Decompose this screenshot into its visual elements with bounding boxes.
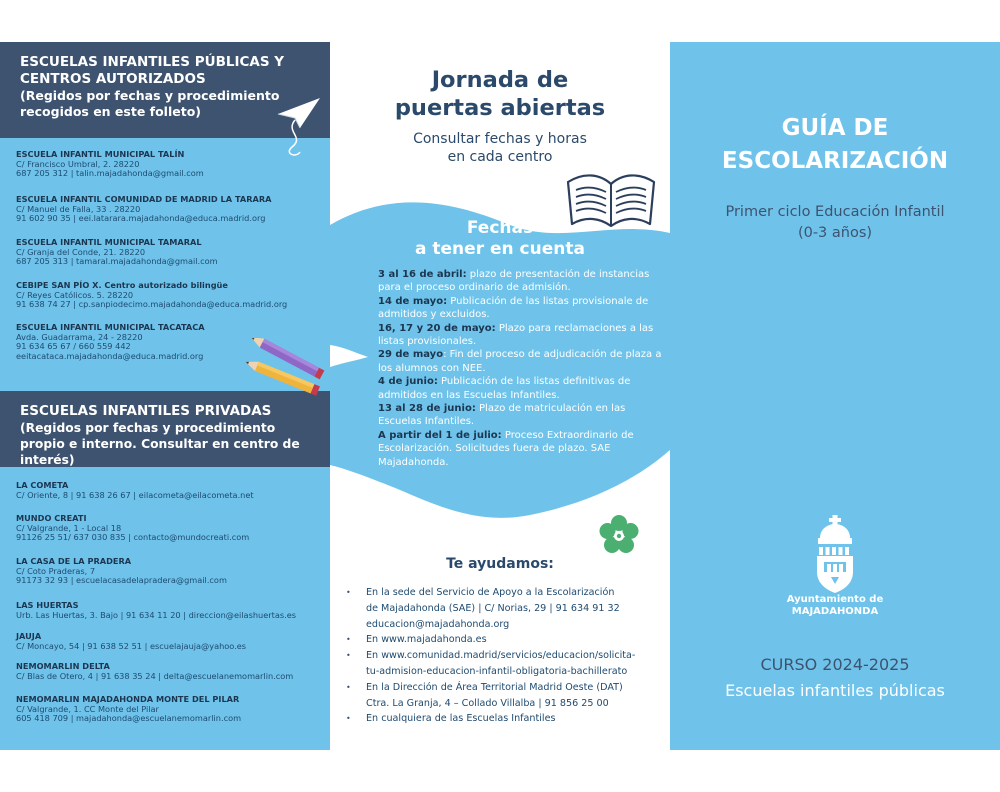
municipality-name [670,594,1000,618]
school-name: NEMOMARLIN MAJADAHONDA MONTE DEL PILAR [16,694,240,704]
school-name: CEBIPE SAN PÍO X. Centro autorizado bilingüe [16,280,228,290]
school-name: ESCUELA INFANTIL MUNICIPAL TALÍN [16,149,185,159]
key-date-item [378,402,662,429]
school-detail: C/ Granja del Conde, 21. 28220 [16,246,146,257]
key-date-text: plazo de presentación de instancias para el proceso ordinario de admisión. [378,269,650,294]
key-date-label: 16, 17 y 20 de mayo: [378,322,496,334]
key-date-label: 4 de junio: [378,376,438,388]
help-item [346,585,666,632]
guide-title [670,112,1000,178]
paper-plane-icon [270,92,330,162]
private-schools-title: ESCUELAS INFANTILES PRIVADAS [20,403,272,419]
open-day-subtitle-line1: Consultar fechas y horas [413,131,587,147]
school-detail: C/ Blas de Otero, 4 | 91 638 35 24 | delta@escuelanemomarlin.com [16,670,294,681]
school-detail: C/ Manuel de Falla, 33 . 28220 [16,203,141,214]
help-item-line: • En www.comunidad.madrid/servicios/educacion/solicita- [366,650,636,662]
school-year: CURSO 2024-2025 [760,655,910,674]
open-day-title [330,66,670,122]
school-detail: C/ Valgrande, 1. CC Monte del Pilar [16,703,159,714]
school-detail: C/ Francisco Umbral, 2. 28220 [16,158,140,169]
school-detail: C/ Coto Praderas, 7 [16,565,96,576]
key-date-item [378,268,662,295]
key-date-text: Publicación de las listas provisionale de admitidos y excluidos. [378,295,649,321]
pencils-icon [240,338,335,400]
guide-subtitle-line1: Primer ciclo Educación Infantil [725,204,945,220]
school-detail: C/ Valgrande, 1 - Local 18 [16,522,122,533]
school-year-subtitle: Escuelas infantiles públicas [725,681,945,700]
school-name: ESCUELA INFANTIL MUNICIPAL TACATACA [16,322,205,332]
key-date-label: 29 de mayo [378,349,444,361]
open-day-title-line2: puertas abiertas [394,95,606,121]
school-name: LAS HUERTAS [16,600,79,610]
school-name: JAUJA [16,631,42,641]
school-detail: C/ Oriente, 8 | 91 638 26 67 | eilacometa@eilacometa.net [16,489,254,500]
key-date-text: Proceso Extraordinario de Escolarización. Solicitudes fuera de plazo. SAE Majadahonda. [378,429,634,468]
school-detail: 91 638 74 27 | cp.sanpiodecimo.majadahonda@educa.madrid.org [16,299,288,310]
open-day-subtitle-line2: en cada centro [447,149,553,165]
key-date-item [378,322,662,349]
public-schools-subtitle: (Regidos por fechas y procedimiento recogidos en este folleto) [20,88,280,119]
help-list [346,585,666,727]
key-date-text: Publicación de las listas definitivas de admitidos en las Escuelas Infantiles. [378,376,631,401]
school-detail: 91 634 65 67 / 660 559 442 [16,341,131,352]
school-detail: 91126 25 51/ 637 030 835 | contacto@mundocreati.com [16,532,250,543]
flower-icon [596,512,642,558]
school-name: NEMOMARLIN DELTA [16,661,110,671]
key-date-label: A partir del 1 de julio: [378,429,502,441]
school-entry [16,662,321,681]
school-name: MUNDO CREATI [16,513,87,523]
school-detail: 605 418 709 | majadahonda@escuelanemomarlin.com [16,713,242,724]
municipality-line2: MAJADAHONDA [791,606,879,617]
help-item [346,680,666,712]
school-detail: C/ Reyes Católicos. 5. 28220 [16,289,134,300]
key-date-label: 14 de mayo: [378,295,448,307]
school-name: ESCUELA INFANTIL COMUNIDAD DE MADRID LA TARARA [16,194,272,204]
school-entry [16,514,321,543]
guide-subtitle [670,202,1000,244]
school-detail: Urb. Las Huertas, 3. Bajo | 91 634 11 20 | direccion@eilashuertas.es [16,609,297,620]
private-schools-header [0,391,330,467]
help-item-line: Ctra. La Granja, 4 – Collado Villalba | 91 856 25 00 [366,697,609,709]
key-dates-list [378,268,662,469]
school-entry [16,601,321,620]
school-entry [16,632,321,651]
key-date-text: Plazo de matriculación en las Escuelas Infantiles. [378,403,626,428]
school-name: ESCUELA INFANTIL MUNICIPAL TAMARAL [16,237,202,247]
help-item-line: educacion@majadahonda.org [366,618,510,630]
right-panel [670,42,1000,750]
help-item-line: • En www.majadahonda.es [366,634,487,646]
key-dates-title-line2: a tener en cuenta [415,239,585,259]
school-entry [16,281,321,310]
key-date-item [378,295,662,322]
help-item-line: • En la sede del Servicio de Apoyo a la Escolarización [366,587,615,598]
school-entry [16,695,321,724]
help-item [346,632,666,648]
school-detail: C/ Moncayo, 54 | 91 638 52 51 | escuelajauja@yahoo.es [16,640,247,651]
school-entry [16,557,321,586]
coat-of-arms-logo [811,514,859,594]
open-day-subtitle [330,130,670,166]
guide-subtitle-line2: (0-3 años) [797,225,873,241]
public-schools-title: ESCUELAS INFANTILES PÚBLICAS Y CENTROS AUTORIZADOS [20,54,285,87]
key-date-item [378,429,662,469]
school-entry [16,481,321,500]
school-entry [16,195,321,224]
key-date-item [378,348,662,375]
school-detail: 687 205 313 | tamaral.majadahonda@gmail.com [16,256,218,267]
school-name: LA COMETA [16,480,69,490]
help-item-line: • En la Dirección de Área Territorial Madrid Oeste (DAT) [366,681,623,693]
school-name: LA CASA DE LA PRADERA [16,556,132,566]
key-date-label: 13 al 28 de junio: [378,403,476,415]
help-item [346,648,666,680]
school-entry [16,238,321,267]
school-detail: 91173 32 93 | escuelacasadelapradera@gmail.com [16,575,227,586]
help-item [346,711,666,727]
open-day-title-line1: Jornada de [431,67,569,93]
guide-title-line2: ESCOLARIZACIÓN [721,148,949,174]
key-date-item [378,375,662,402]
help-title: Te ayudamos: [446,556,554,572]
private-schools-subtitle: (Regidos por fechas y procedimiento propio e interno. Consultar en centro de interés) [20,421,300,467]
school-detail: 687 205 312 | talin.majadahonda@gmail.com [16,168,204,179]
municipality-line1: Ayuntamiento de [786,594,884,605]
key-date-text: Plazo para reclamaciones a las listas provisionales. [378,322,654,348]
key-date-text: : Fin del proceso de adjudicación de plaza a los alumnos con NEE. [378,349,662,374]
key-date-label: 3 al 16 de abril: [378,269,467,280]
key-dates-title [330,218,670,260]
school-detail: eeitacataca.majadahonda@educa.madrid.org [16,350,204,361]
school-detail: 91 602 90 35 | eei.latarara.majadahonda@educa.madrid.org [16,213,266,224]
guide-title-line1: GUÍA DE [781,115,889,141]
school-detail: Avda. Guadarrama, 24 - 28220 [16,331,143,342]
help-item-line: tu-admision-educacion-infantil-obligatoria-bachillerato [366,665,628,677]
help-item-line: • En cualquiera de las Escuelas Infantiles [366,713,556,725]
help-item-line: de Majadahonda (SAE) | C/ Norias, 29 | 91 634 91 32 [366,602,620,614]
key-dates-title-line1: Fechas [466,218,534,238]
